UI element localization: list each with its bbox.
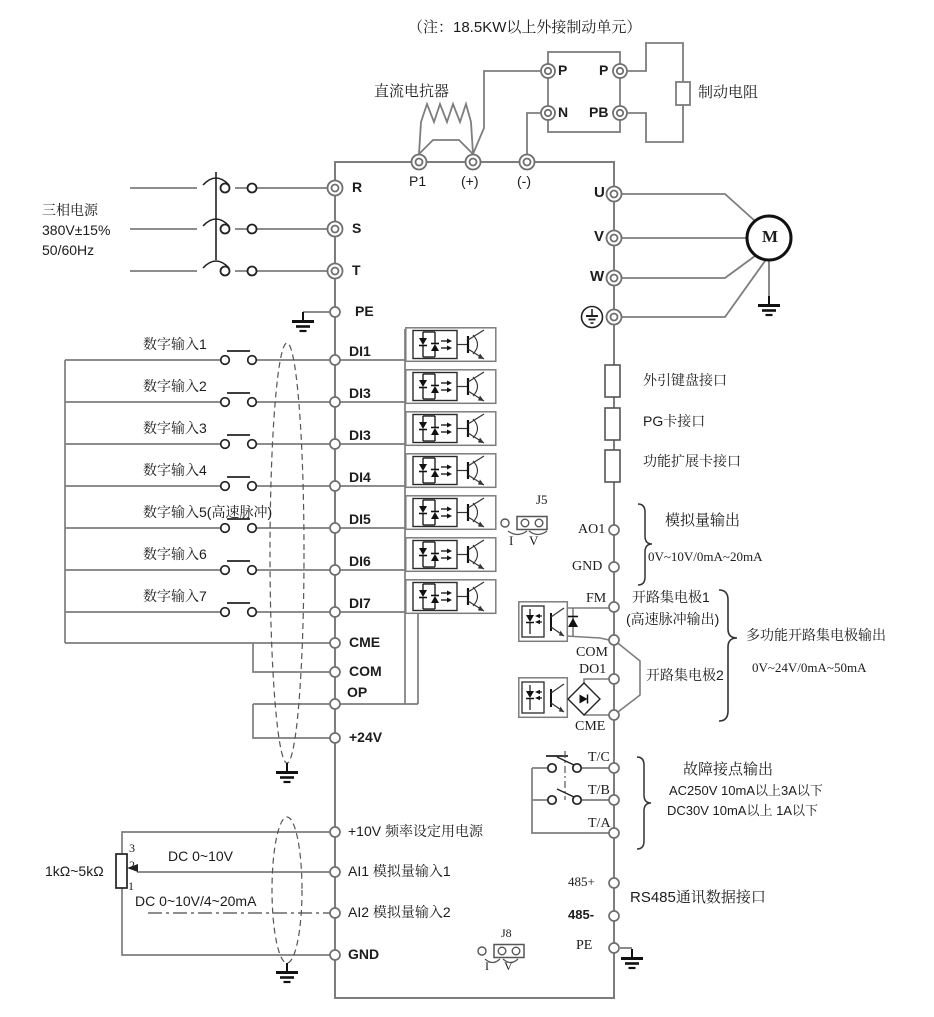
label-j5-v: V — [529, 533, 539, 548]
terminal-label-u: U — [594, 184, 605, 201]
terminal-label-op: OP — [347, 684, 368, 700]
motor-letter: M — [762, 227, 779, 246]
label-pot-range: 1kΩ~5kΩ — [45, 863, 104, 879]
bu-terminal-n: N — [558, 104, 569, 120]
bu-terminal-p-left: P — [558, 62, 568, 78]
label-oc1-note: (高速脉冲输出) — [626, 611, 720, 627]
terminal-label-tc: T/C — [588, 750, 610, 765]
terminal-label-minus: (-) — [517, 173, 531, 189]
bus-wires-top — [473, 71, 540, 154]
terminal-label-485p: 485+ — [568, 874, 595, 889]
digital-input-label-1: 数字输入1 — [143, 336, 207, 352]
terminal-label-pe: PE — [355, 303, 374, 319]
label-j8-v: V — [504, 959, 513, 973]
terminal-label-ao1: AO1 — [578, 522, 606, 537]
power-label-1: 三相电源 — [42, 202, 98, 218]
di-terminal-label-4: DI4 — [349, 469, 371, 485]
terminal-label-plus: (+) — [461, 173, 479, 189]
power-label-2: 380V±15% — [42, 222, 111, 238]
label-oc2: 开路集电极2 — [646, 667, 724, 683]
terminal-label-w: W — [590, 268, 605, 285]
terminal-label-gnd-left: GND — [348, 946, 380, 962]
terminal-label-pe-right: PE — [576, 938, 593, 953]
label-oc-range: 0V~24V/0mA~50mA — [752, 660, 867, 675]
label-j8-i: I — [485, 959, 489, 973]
bu-terminal-pb: PB — [589, 104, 609, 120]
di-terminal-label-5: DI5 — [349, 511, 371, 527]
digital-input-label-6: 数字输入6 — [143, 546, 207, 562]
terminal-label-gnd-ao: GND — [572, 559, 603, 574]
di-terminal-label-2: DI3 — [349, 385, 371, 401]
terminal-label-ai1: AI1 模拟量输入1 — [348, 863, 451, 879]
potentiometer-symbol — [116, 854, 127, 888]
expansion-slot-icon — [605, 450, 620, 482]
terminal-label-cme: CME — [349, 634, 381, 650]
label-fault-output: 故障接点输出 — [683, 761, 774, 778]
label-rs485: RS485通讯数据接口 — [630, 889, 766, 906]
brace-relay-output — [637, 757, 651, 849]
digital-input-rows — [65, 328, 496, 738]
label-dc-reactor: 直流电抗器 — [374, 83, 450, 100]
breaker-switch — [130, 172, 328, 276]
terminal-label-do1: DO1 — [579, 662, 607, 677]
pot-pin-2: 2 — [129, 858, 135, 872]
bridge-rectifier-icon — [568, 683, 600, 715]
terminal-label-cme-oc: CME — [575, 719, 606, 734]
terminal-label-fm: FM — [586, 591, 607, 606]
pg-card-slot-icon — [605, 408, 620, 440]
label-analog-output-range: 0V~10V/0mA~20mA — [648, 549, 763, 564]
digital-input-label-5: 数字输入5(高速脉冲) — [143, 504, 273, 520]
brace-analog-output — [638, 504, 652, 585]
label-pg-card: PG卡接口 — [643, 413, 706, 429]
label-oc-group: 多功能开路集电极输出 — [746, 627, 886, 643]
interface-slots — [605, 365, 620, 482]
terminal-label-10v: +10V 频率设定用电源 — [348, 823, 483, 839]
pot-pin-3: 3 — [129, 841, 135, 855]
label-analog-output: 模拟量输出 — [665, 512, 741, 529]
label-j5: J5 — [536, 492, 548, 507]
terminal-label-24v: +24V — [349, 729, 383, 745]
shield-ellipse-analog — [272, 817, 302, 963]
terminal-label-t: T — [352, 262, 361, 278]
dc-reactor-symbol — [419, 104, 473, 154]
digital-input-label-7: 数字输入7 — [143, 588, 207, 604]
label-brake-resistor: 制动电阻 — [698, 84, 759, 101]
di-terminal-label-7: DI7 — [349, 595, 371, 611]
terminal-label-r: R — [352, 179, 363, 195]
pot-pin-1: 1 — [128, 879, 134, 893]
digital-input-label-2: 数字输入2 — [143, 378, 207, 394]
terminal-label-com: COM — [349, 663, 382, 679]
di-terminal-label-1: DI1 — [349, 343, 371, 359]
di-switches — [221, 351, 257, 616]
digital-input-label-4: 数字输入4 — [143, 462, 207, 478]
terminal-label-485n: 485- — [568, 907, 595, 922]
jumper-j5-icon — [501, 517, 547, 535]
motor-output-wiring — [582, 194, 792, 328]
terminal-label-s: S — [352, 220, 362, 236]
label-ai1-signal: DC 0~10V — [168, 848, 233, 864]
label-oc1: 开路集电极1 — [632, 589, 710, 605]
terminal-label-ta: T/A — [588, 816, 611, 831]
label-keypad-interface: 外引键盘接口 — [643, 372, 727, 388]
label-fault-spec-dc: DC30V 10mA以上 1A以下 — [667, 803, 818, 818]
label-expansion-card: 功能扩展卡接口 — [643, 453, 741, 469]
power-label-3: 50/60Hz — [42, 242, 95, 258]
bu-terminal-p-right: P — [599, 62, 609, 78]
label-ai2-signal: DC 0~10V/4~20mA — [135, 893, 257, 909]
label-fault-spec-ac: AC250V 10mA以上3A以下 — [669, 783, 823, 798]
terminal-label-com-oc: COM — [576, 645, 608, 660]
diode-icon — [568, 617, 578, 628]
keypad-slot-icon — [605, 365, 620, 397]
di-terminal-label-6: DI6 — [349, 553, 371, 569]
label-j5-i: I — [509, 533, 514, 548]
digital-input-label-3: 数字输入3 — [143, 420, 207, 436]
brake-resistor-symbol — [628, 43, 690, 142]
shield-ellipse-digital — [270, 343, 304, 763]
di-terminal-label-3: DI3 — [349, 427, 371, 443]
terminal-label-v: V — [594, 228, 605, 245]
terminal-label-p1: P1 — [409, 173, 427, 189]
label-j8: J8 — [501, 926, 512, 940]
note-top: （注：18.5KW以上外接制动单元） — [408, 19, 642, 36]
terminal-label-ai2: AI2 模拟量输入2 — [348, 904, 451, 920]
brace-open-collector — [719, 590, 737, 721]
terminal-label-tb: T/B — [588, 783, 610, 798]
earth-terminal-icon — [582, 307, 603, 328]
